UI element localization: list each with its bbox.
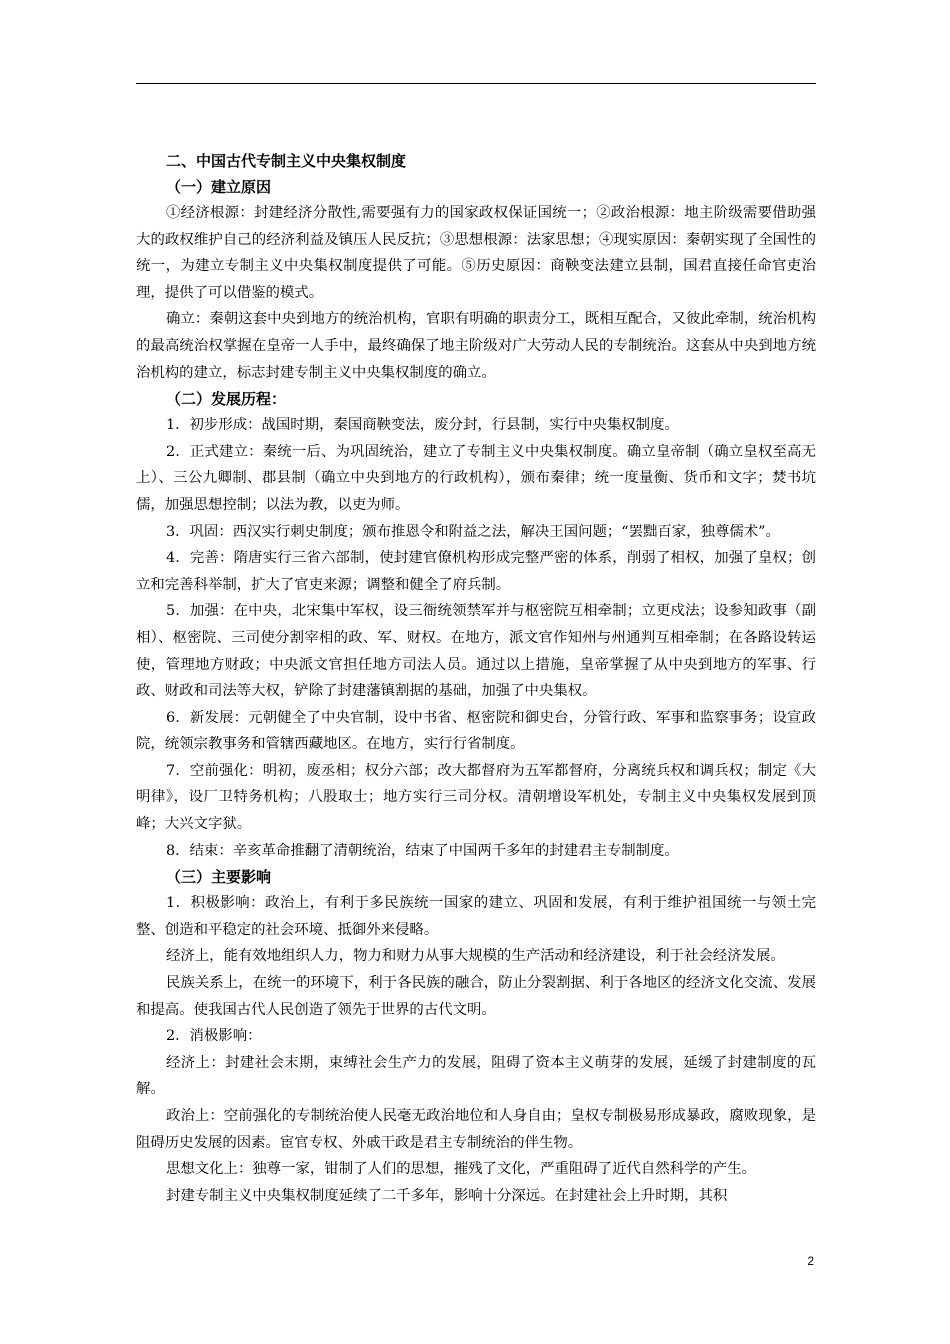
paragraph: 民族关系上，在统一的环境下，利于各民族的融合，防止分裂割据、利于各地区的经济文化交流、发展和提高。使我国古代人民创造了领先于世界的古代文明。 bbox=[136, 975, 816, 1018]
section-reasons bbox=[136, 174, 816, 386]
section-development bbox=[136, 386, 816, 864]
section-title: （三）主要影响 bbox=[166, 868, 272, 887]
paragraph: 政治上：空前强化的专制统治使人民毫无政治地位和人身自由；皇权专制极易形成暴政，腐败现象，是阻碍历史发展的因素。宦官专权、外戚干政是君主专制统治的伴生物。 bbox=[136, 1108, 816, 1151]
header-rule bbox=[136, 83, 816, 84]
paragraph: 2．正式建立：秦统一后、为巩固统治，建立了专制主义中央集权制度。确立皇帝制（确立皇权至高无上）、三公九卿制、郡县制（确立中央到地方的行政机构），颁布秦律；统一度量衡、货币和文字；焚书坑儒，加强思想控制；以法为教，以吏为师。 bbox=[136, 443, 816, 513]
paragraph: 3．巩固：西汉实行刺史制度；颁布推恩令和附益之法，解决王国问题；“罢黜百家，独尊儒术”。 bbox=[166, 523, 780, 540]
section-title: （一）建立原因 bbox=[166, 178, 272, 196]
paragraph: 6．新发展：元朝健全了中央官制，设中书省、枢密院和御史台，分管行政、军事和监察事务；设宣政院，统领宗教事务和管辖西藏地区。在地方，实行行省制度。 bbox=[136, 709, 816, 753]
paragraph: 封建专制主义中央集权制度延续了二千多年，影响十分深远。在封建社会上升时期，其积 bbox=[166, 1187, 728, 1204]
paragraph: 7．空前强化：明初，废丞相；权分六部；改大都督府为五军都督府，分离统兵权和调兵权；制定《大明律》，设厂卫特务机构；八股取士；地方实行三司分权。清朝增设军机处，专制主义中央集权发展到顶峰；大兴文字狱。 bbox=[136, 762, 816, 833]
document-body bbox=[136, 148, 816, 1209]
section-title: （二）发展历程： bbox=[166, 390, 287, 409]
paragraph: 4．完善：隋唐实行三省六部制，使封建官僚机构形成完整严密的体系，削弱了相权，加强了皇权；创立和完善科举制，扩大了官吏来源；调整和健全了府兵制。 bbox=[136, 550, 816, 593]
paragraph: 1．初步形成：战国时期，秦国商鞅变法，废分封，行县制，实行中央集权制度。 bbox=[166, 417, 679, 434]
section-influence bbox=[136, 864, 816, 1209]
paragraph: 8．结束：辛亥革命推翻了清朝统治，结束了中国两千多年的封建君主专制制度。 bbox=[166, 842, 679, 859]
paragraph: 1．积极影响：政治上，有利于多民族统一国家的建立、巩固和发展，有利于维护祖国统一与领土完整、创造和平稳定的社会环境、抵御外来侵略。 bbox=[136, 895, 816, 938]
paragraph: 确立：秦朝这套中央到地方的统治机构，官职有明确的职责分工，既相互配合，又彼此牵制，统治机构的最高统治权掌握在皇帝一人手中，最终确保了地主阶级对广大劳动人民的专制统治。这套从中央到地方统治机构的建立，标志封建专制主义中央集权制度的确立。 bbox=[136, 311, 816, 381]
paragraph: 2．消极影响： bbox=[166, 1028, 262, 1045]
paragraph: 经济上，能有效地组织人力，物力和财力从事大规模的生产活动和经济建设，利于社会经济发展。 bbox=[166, 948, 785, 965]
paragraph: 思想文化上：独尊一家，钳制了人们的思想，摧残了文化，严重阻碍了近代自然科学的产生。 bbox=[166, 1161, 757, 1178]
page-number: 2 bbox=[807, 1254, 814, 1268]
main-heading: 二、中国古代专制主义中央集权制度 bbox=[166, 152, 407, 170]
paragraph: 经济上：封建社会末期，束缚社会生产力的发展，阻碍了资本主义萌芽的发展，延缓了封建制度的瓦解。 bbox=[136, 1054, 816, 1098]
paragraph: ①经济根源：封建经济分散性,需要强有力的国家政权保证国统一；②政治根源：地主阶级需要借助强大的政权维护自己的经济利益及镇压人民反抗；③思想根源：法家思想；④现实原因：秦朝实现了全国性的统一，为建立专制主义中央集权制度提供了可能。⑤历史原因：商鞅变法建立县制，国君直接任命官吏治理，提供了可以借鉴的模式。 bbox=[136, 205, 816, 301]
paragraph: 5．加强：在中央，北宋集中军权，设三衙统领禁军并与枢密院互相牵制；立更戍法；设参知政事（副相）、枢密院、三司使分割宰相的政、军、财权。在地方，派文官作知州与州通判互相牵制；在各路设转运使，管理地方财政；中央派文官担任地方司法人员。通过以上措施，皇帝掌握了从中央到地方的军事、行政、财政和司法等大权，铲除了封建藩镇割据的基础，加强了中央集权。 bbox=[136, 603, 816, 700]
